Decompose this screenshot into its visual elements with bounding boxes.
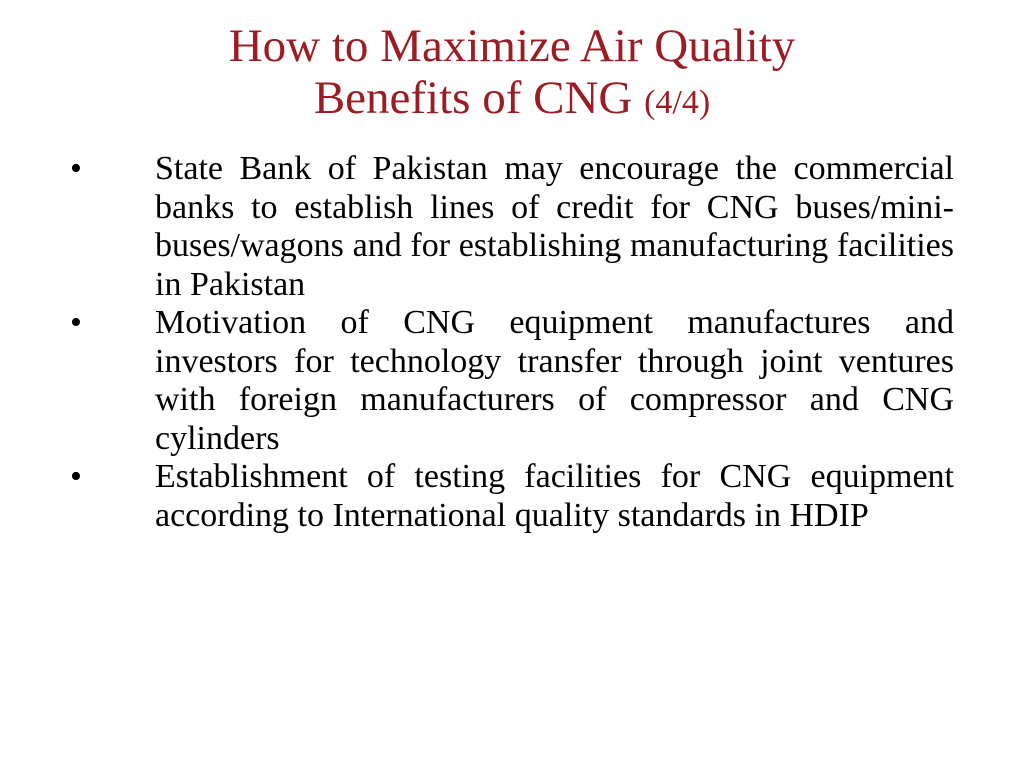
slide-title [0,20,1024,129]
bullet-icon: • [70,150,82,187]
bullet-text: Motivation of CNG equipment manufactures and investors for technology transfer through joint ventures with foreign manufacturers of compressor and CNG cylinders [155,304,954,457]
slide-title-page-indicator: (4/4) [644,84,711,121]
bullet-icon: • [70,304,82,341]
slide-title-line-1: How to Maximize Air Quality [228,20,796,72]
bullet-item [60,150,954,304]
bullet-text: Establishment of testing facilities for CNG equipment according to International quality standards in HDIP [155,458,954,534]
slide-title-line-2 [0,72,1024,129]
bullet-text: State Bank of Pakistan may encourage the commercial banks to establish lines of credit for CNG buses/mini-buses/wagons and for establishing manufacturing facilities in Pakistan [155,150,954,303]
bullet-list [60,150,954,535]
bullet-icon: • [70,458,82,495]
bullet-item [60,304,954,458]
slide-title-main: Benefits of CNG [313,72,633,124]
bullet-item [60,458,954,535]
